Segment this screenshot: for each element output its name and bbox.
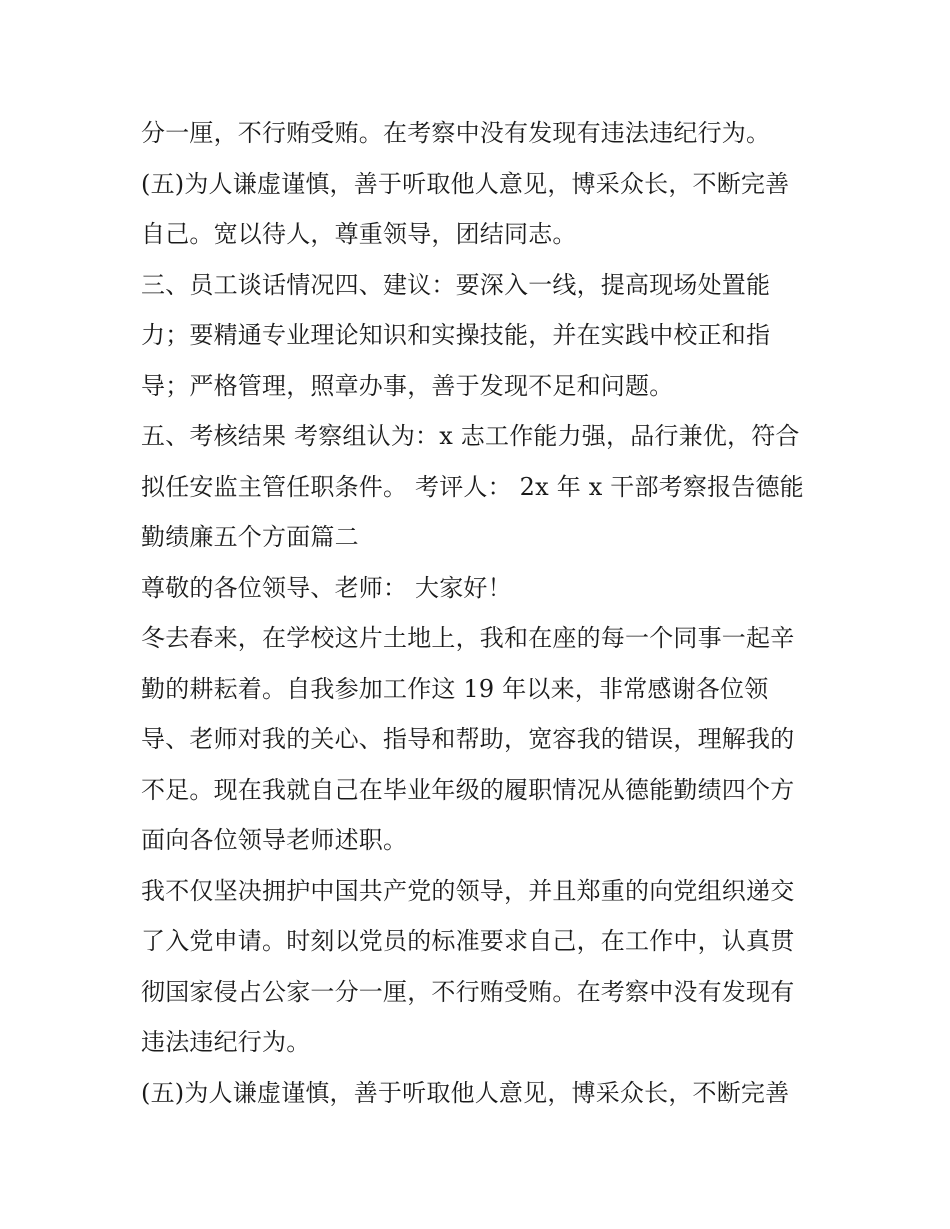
document-body bbox=[141, 108, 841, 1118]
text-line: 面向各位领导老师述职。 bbox=[141, 826, 408, 854]
text-line: 五、考核结果 考察组认为：x 志工作能力强，品行兼优，符合 bbox=[141, 422, 800, 450]
text-line: 勤绩廉五个方面篇二 bbox=[141, 523, 359, 551]
text-line: 导、老师对我的关心、指导和帮助，宽容我的错误，理解我的 bbox=[141, 725, 795, 753]
text-line: 勤的耕耘着。自我参加工作这 19 年以来，非常感谢各位领 bbox=[141, 674, 769, 703]
text-line: (五)为人谦虚谨慎，善于听取他人意见，博采众长，不断完善 bbox=[141, 1078, 790, 1107]
text-line: 尊敬的各位领导、老师： 大家好！ bbox=[141, 573, 512, 602]
text-line: (五)为人谦虚谨慎，善于听取他人意见，博采众长，不断完善 bbox=[141, 169, 790, 198]
text-line: 自己。宽以待人，尊重领导，团结同志。 bbox=[141, 220, 577, 248]
text-line: 力；要精通专业理论知识和实操技能，并在实践中校正和指 bbox=[141, 321, 771, 349]
text-line: 我不仅坚决拥护中国共产党的领导，并且郑重的向党组织递交 bbox=[141, 876, 795, 905]
text-line: 违法违纪行为。 bbox=[141, 1028, 311, 1056]
text-line: 分一厘，不行贿受贿。在考察中没有发现有违法违纪行为。 bbox=[141, 119, 771, 147]
text-line: 冬去春来，在学校这片土地上，我和在座的每一个同事一起辛 bbox=[141, 624, 795, 652]
text-line: 拟任安监主管任职条件。 考评人： 2x 年 x 干部考察报告德能 bbox=[141, 472, 804, 501]
text-line: 不足。现在我就自己在毕业年级的履职情况从德能勤绩四个方 bbox=[141, 775, 795, 804]
text-line: 导；严格管理，照章办事，善于发现不足和问题。 bbox=[141, 371, 674, 400]
text-line: 了入党申请。时刻以党员的标准要求自己，在工作中，认真贯 bbox=[141, 927, 795, 955]
text-line: 彻国家侵占公家一分一厘，不行贿受贿。在考察中没有发现有 bbox=[141, 977, 795, 1006]
text-line: 三、员工谈话情况四、建议：要深入一线，提高现场处置能 bbox=[141, 270, 771, 299]
